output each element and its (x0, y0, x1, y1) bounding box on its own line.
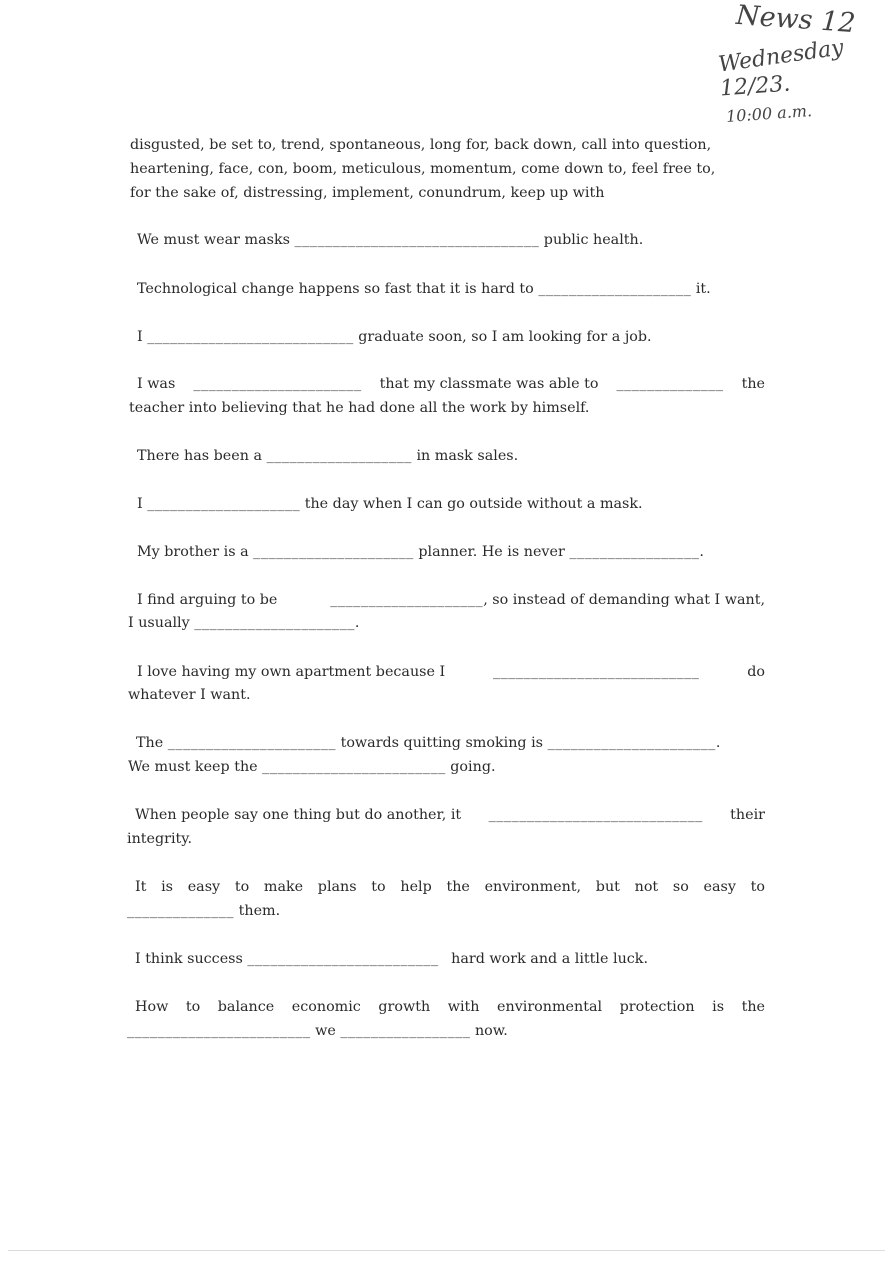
sentence-text: The (136, 735, 164, 751)
sentence-13 (135, 951, 648, 967)
sentence-text: There has been a (137, 448, 263, 464)
answer-blank[interactable]: ____________________________ (488, 807, 703, 823)
sentence-12: It is easy to make plans to help the environment, but not so easy to (135, 879, 765, 895)
answer-blank[interactable]: _________________ (340, 1023, 471, 1039)
sentence-text: do (747, 664, 765, 680)
handwritten-channel: News 12 (735, 0, 857, 40)
sentence-text: the (741, 376, 765, 392)
sentence-text: planner. He is never (418, 544, 565, 560)
sentence-text: now. (474, 1023, 508, 1039)
answer-blank[interactable]: ______________________ (193, 376, 362, 392)
answer-blank[interactable]: ____________________ (147, 496, 301, 512)
sentence-text: We must wear masks (137, 232, 290, 248)
sentence-3 (137, 329, 652, 345)
answer-blank[interactable]: ____________________ (330, 592, 484, 608)
sentence-text: going. (450, 759, 496, 775)
sentence-10-line-2 (128, 759, 496, 775)
sentence-4-line-2: teacher into believing that he had done all the work by himself. (129, 400, 590, 416)
sentence-text: . (354, 615, 360, 631)
answer-blank[interactable]: ______________ (127, 903, 235, 919)
sentence-10 (136, 735, 720, 751)
answer-blank[interactable]: ________________________________ (294, 232, 540, 248)
sentence-text: , so instead of demanding what I want, (483, 592, 765, 608)
word-bank-line: heartening, face, con, boom, meticulous, momentum, come down to, feel free to, (130, 161, 716, 177)
handwritten-day: Wednesday (716, 35, 846, 78)
answer-blank[interactable]: _____________________ (253, 544, 414, 560)
sentence-text: their (730, 807, 765, 823)
sentence-8-line-2 (128, 615, 359, 631)
sentence-text: My brother is a (137, 544, 249, 560)
sentence-14-line-2 (127, 1023, 508, 1039)
answer-blank[interactable]: _________________________ (247, 951, 439, 967)
handwritten-time: 10:00 a.m. (725, 101, 813, 126)
sentence-9 (137, 664, 765, 680)
sentence-text: in mask sales. (416, 448, 519, 464)
sentence-text: the day when I can go outside without a mask. (304, 496, 643, 512)
sentence-text: Technological change happens so fast that it is hard to (137, 281, 534, 297)
answer-blank[interactable]: ________________________ (127, 1023, 311, 1039)
word-bank (130, 133, 766, 205)
sentence-1 (137, 232, 643, 248)
answer-blank[interactable]: ______________ (616, 376, 724, 392)
handwritten-date: 12/23. (719, 71, 792, 102)
sentence-text: towards quitting smoking is (340, 735, 544, 751)
sentence-text: them. (238, 903, 281, 919)
sentence-2 (137, 281, 711, 297)
sentence-text: I love having my own apartment because I (137, 664, 446, 680)
answer-blank[interactable]: _____________________ (194, 615, 355, 631)
sentence-text: I find arguing to be (137, 592, 278, 608)
sentence-text: I (137, 496, 143, 512)
sentence-text: public health. (543, 232, 644, 248)
sentence-text: hard work and a little luck. (451, 951, 648, 967)
sentence-text: I was (137, 376, 176, 392)
sentence-8 (137, 592, 765, 608)
page-bottom-divider (8, 1250, 885, 1251)
answer-blank[interactable]: ______________________ (167, 735, 337, 751)
sentence-7 (137, 544, 704, 560)
sentence-text: We must keep the (128, 759, 258, 775)
sentence-text: I think success (135, 951, 243, 967)
answer-blank[interactable]: ______________________ (547, 735, 716, 751)
sentence-text: graduate soon, so I am looking for a job. (358, 329, 652, 345)
answer-blank[interactable]: ___________________________ (492, 664, 700, 680)
sentence-text: . (699, 544, 704, 560)
sentence-text: I usually (128, 615, 190, 631)
sentence-6 (137, 496, 643, 512)
sentence-11-line-2: integrity. (127, 831, 193, 847)
sentence-text: I (137, 329, 143, 345)
word-bank-line: disgusted, be set to, trend, spontaneous, long for, back down, call into question, (130, 137, 712, 153)
answer-blank[interactable]: ____________________ (538, 281, 692, 297)
sentence-9-line-2: whatever I want. (128, 687, 251, 703)
sentence-11 (135, 807, 765, 823)
sentence-12-line-2 (127, 903, 280, 919)
answer-blank[interactable]: _________________ (569, 544, 700, 560)
answer-blank[interactable]: ___________________________ (147, 329, 354, 345)
word-bank-line: for the sake of, distressing, implement, conundrum, keep up with (130, 185, 605, 201)
sentence-4 (137, 376, 765, 392)
sentence-14: How to balance economic growth with environmental protection is the (135, 999, 765, 1015)
sentence-text: . (715, 735, 721, 751)
answer-blank[interactable]: ___________________ (266, 448, 412, 464)
sentence-text: it. (695, 281, 711, 297)
handwritten-note (712, 0, 888, 128)
sentence-5 (137, 448, 518, 464)
sentence-text: that my classmate was able to (379, 376, 599, 392)
sentence-text: When people say one thing but do another, it (135, 807, 462, 823)
sentence-text: we (315, 1023, 336, 1039)
answer-blank[interactable]: ________________________ (262, 759, 446, 775)
